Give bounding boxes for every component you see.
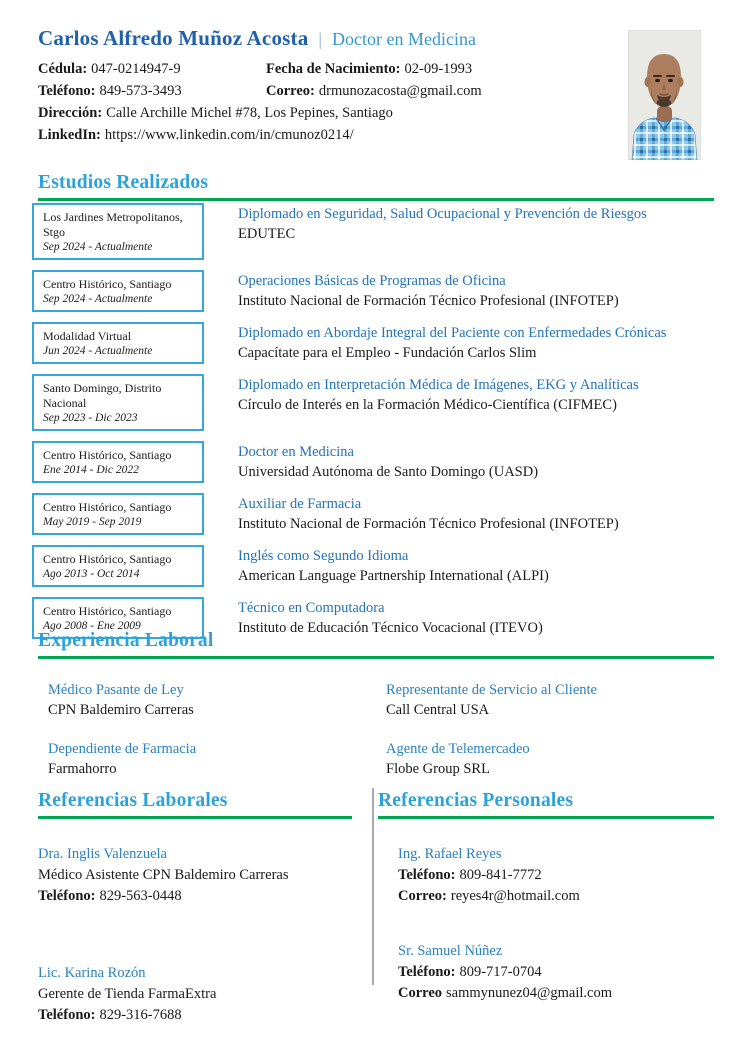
reference-email: Correo sammynunez04@gmail.com (398, 985, 613, 1001)
education-title: Doctor en Medicina (238, 444, 354, 460)
experience-title: Agente de Telemercadeo (386, 741, 530, 757)
reference-phone: Teléfono: 809-717-0704 (398, 964, 542, 980)
experience-grid (38, 680, 714, 779)
reference-phone: Teléfono: 809-841-7772 (398, 867, 542, 883)
name-line (38, 26, 598, 51)
education-title: Diplomado en Seguridad, Salud Ocupacional y Prevención de Riesgos (238, 206, 647, 222)
education-item (32, 545, 714, 587)
experience-underline (38, 656, 714, 659)
linkedin-url[interactable]: https://www.linkedin.com/in/cmunoz0214/ (104, 127, 354, 143)
education-org: Universidad Autónoma de Santo Domingo (UASD) (238, 464, 539, 480)
education-location-box: Santo Domingo, Distrito Nacional Sep 2023 - Dic 2023 (32, 374, 204, 431)
experience-title: Representante de Servicio al Cliente (386, 682, 597, 698)
info-row-2 (38, 80, 598, 102)
experience-item (386, 680, 714, 720)
references-labor-underline (38, 816, 352, 819)
education-location-box: Centro Histórico, Santiago Sep 2024 - Actualmente (32, 270, 204, 312)
reference-phone: Teléfono: 829-563-0448 (38, 888, 182, 904)
info-row-3 (38, 102, 598, 124)
profession-title: Doctor en Medicina (332, 29, 476, 49)
info-row-4 (38, 124, 598, 146)
education-item (32, 493, 714, 535)
person-name: Carlos Alfredo Muñoz Acosta (38, 26, 309, 50)
education-title: Diplomado en Interpretación Médica de Imágenes, EKG y Analíticas (238, 377, 639, 393)
reference-phone: Teléfono: 829-316-7688 (38, 1007, 182, 1023)
section-references-labor (38, 790, 352, 1026)
references-labor-heading: Referencias Laborales (38, 790, 228, 811)
section-references-personal (378, 790, 714, 1004)
education-location-box: Centro Histórico, Santiago Ago 2008 - Ene 2009 (32, 597, 204, 639)
reference-item (378, 941, 714, 1004)
experience-item (48, 680, 386, 720)
field-email: Correo: drmunozacosta@gmail.com (266, 83, 482, 99)
experience-title: Dependiente de Farmacia (48, 741, 197, 757)
info-row-1 (38, 58, 598, 80)
header (38, 26, 598, 146)
profile-photo (628, 30, 701, 160)
education-org: Instituto Nacional de Formación Técnico Profesional (INFOTEP) (238, 293, 619, 309)
field-phone: Teléfono: 849-573-3493 (38, 83, 182, 99)
reference-item (378, 844, 714, 907)
reference-email: Correo: reyes4r@hotmail.com (398, 888, 580, 904)
field-linkedin: LinkedIn: https://www.linkedin.com/in/cmunoz0214/ (38, 127, 354, 143)
education-org: Círculo de Interés en la Formación Médico-Científica (CIFMEC) (238, 397, 617, 413)
reference-name: Ing. Rafael Reyes (398, 846, 502, 862)
field-cedula: Cédula: 047-0214947-9 (38, 61, 181, 77)
name-title-separator: | (318, 29, 323, 49)
reference-item (38, 963, 352, 1026)
experience-title: Médico Pasante de Ley (48, 682, 184, 698)
experience-item (48, 739, 386, 779)
education-list (32, 203, 714, 649)
education-org: Instituto Nacional de Formación Técnico Profesional (INFOTEP) (238, 516, 619, 532)
education-item (32, 203, 714, 260)
references-divider (372, 788, 374, 985)
education-location-box: Centro Histórico, Santiago May 2019 - Sep 2019 (32, 493, 204, 535)
education-item (32, 374, 714, 431)
section-education (38, 172, 714, 201)
education-underline (38, 198, 714, 201)
education-title: Técnico en Computadora (238, 600, 385, 616)
education-item (32, 441, 714, 483)
references-personal-heading: Referencias Personales (378, 790, 574, 811)
experience-org: Farmahorro (48, 761, 117, 777)
reference-role: Gerente de Tienda FarmaExtra (38, 986, 217, 1002)
education-title: Inglés como Segundo Idioma (238, 548, 409, 564)
reference-role: Médico Asistente CPN Baldemiro Carreras (38, 867, 289, 883)
experience-item (386, 739, 714, 779)
education-item (32, 270, 714, 312)
education-location-box: Modalidad Virtual Jun 2024 - Actualmente (32, 322, 204, 364)
reference-item (38, 844, 352, 907)
education-title: Operaciones Básicas de Programas de Oficina (238, 273, 506, 289)
education-org: Capacítate para el Empleo - Fundación Carlos Slim (238, 345, 537, 361)
education-org: American Language Partnership International (ALPI) (238, 568, 549, 584)
education-org: EDUTEC (238, 226, 296, 242)
reference-name: Dra. Inglis Valenzuela (38, 846, 167, 862)
experience-org: Flobe Group SRL (386, 761, 490, 777)
references-personal-underline (378, 816, 714, 819)
field-birthdate: Fecha de Nacimiento: 02-09-1993 (266, 61, 473, 77)
field-address: Dirección: Calle Archille Michel #78, Los Pepines, Santiago (38, 105, 393, 121)
education-title: Diplomado en Abordaje Integral del Paciente con Enfermedades Crónicas (238, 325, 667, 341)
education-heading: Estudios Realizados (38, 172, 209, 193)
education-title: Auxiliar de Farmacia (238, 496, 362, 512)
experience-heading: Experiencia Laboral (38, 630, 214, 651)
experience-org: CPN Baldemiro Carreras (48, 702, 194, 718)
experience-org: Call Central USA (386, 702, 490, 718)
education-item (32, 322, 714, 364)
education-location-box: Centro Histórico, Santiago Ene 2014 - Dic 2022 (32, 441, 204, 483)
education-location-box: Los Jardines Metropolitanos, Stgo Sep 2024 - Actualmente (32, 203, 204, 260)
reference-name: Sr. Samuel Núñez (398, 943, 503, 959)
education-location-box: Centro Histórico, Santiago Ago 2013 - Oct 2014 (32, 545, 204, 587)
education-org: Instituto de Educación Técnico Vocacional (ITEVO) (238, 620, 543, 636)
reference-name: Lic. Karina Rozón (38, 965, 146, 981)
section-experience (38, 630, 714, 779)
